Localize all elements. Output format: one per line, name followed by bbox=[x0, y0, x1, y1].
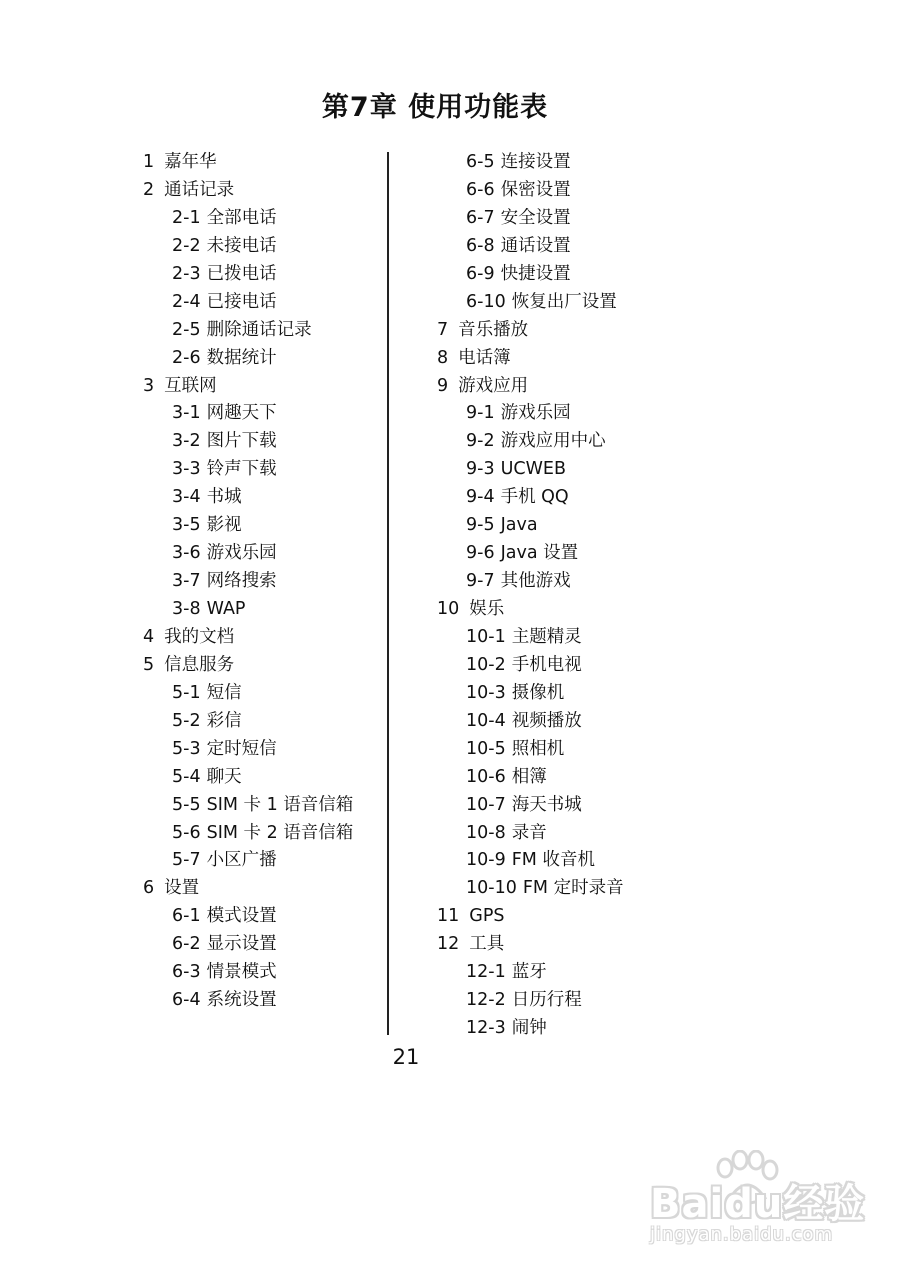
item-label: 其他游戏 bbox=[500, 571, 571, 592]
menu-item bbox=[437, 903, 697, 931]
item-number: 9-6 bbox=[466, 543, 495, 564]
submenu-item bbox=[143, 903, 378, 931]
item-number: 3-6 bbox=[172, 543, 201, 564]
item-number: 6-3 bbox=[172, 962, 201, 983]
submenu-item bbox=[437, 987, 697, 1015]
item-number: 10-7 bbox=[466, 794, 506, 815]
item-label: 娱乐 bbox=[469, 599, 505, 619]
submenu-item bbox=[437, 456, 697, 484]
item-label: 显示设置 bbox=[206, 934, 277, 955]
item-label: 设置 bbox=[164, 878, 200, 899]
item-label: 摄像机 bbox=[511, 682, 565, 703]
item-label: 相簿 bbox=[511, 766, 547, 787]
submenu-item bbox=[143, 820, 378, 848]
item-number: 10-3 bbox=[466, 682, 506, 703]
menu-column-right bbox=[437, 149, 697, 1043]
item-number: 5-6 bbox=[172, 822, 201, 843]
item-label: 数据统计 bbox=[206, 347, 277, 368]
submenu-item bbox=[143, 484, 378, 512]
item-label: 游戏乐园 bbox=[206, 543, 277, 564]
item-label: 游戏应用中心 bbox=[500, 431, 606, 452]
menu-item bbox=[143, 652, 378, 680]
column-divider bbox=[387, 152, 389, 1035]
item-label: 网趣天下 bbox=[206, 403, 277, 424]
item-number: 6-6 bbox=[466, 179, 495, 200]
item-label: 铃声下载 bbox=[206, 459, 277, 480]
submenu-item bbox=[143, 205, 378, 233]
item-label: 删除通话记录 bbox=[206, 319, 312, 340]
item-number: 10-1 bbox=[466, 626, 506, 647]
item-label: 手机电视 bbox=[511, 654, 582, 675]
item-number: 2-5 bbox=[172, 319, 201, 340]
item-number: 6 bbox=[143, 878, 155, 899]
item-number: 6-2 bbox=[172, 934, 201, 955]
menu-item bbox=[437, 345, 697, 373]
submenu-item bbox=[143, 345, 378, 373]
submenu-item bbox=[437, 540, 697, 568]
item-number: 10-8 bbox=[466, 822, 506, 843]
menu-item bbox=[437, 931, 697, 959]
item-label: 图片下载 bbox=[206, 431, 277, 452]
item-label: SIM 卡 1 语音信箱 bbox=[206, 794, 354, 815]
item-number: 12-3 bbox=[466, 1018, 506, 1039]
item-number: 5-1 bbox=[172, 682, 201, 703]
item-label: 小区广播 bbox=[206, 850, 277, 871]
item-number: 9 bbox=[437, 375, 449, 396]
item-label: 海天书城 bbox=[511, 794, 582, 815]
item-number: 9-4 bbox=[466, 487, 495, 508]
item-number: 11 bbox=[437, 906, 460, 927]
item-label: 蓝牙 bbox=[511, 962, 547, 983]
item-label: 连接设置 bbox=[500, 152, 571, 172]
submenu-item bbox=[437, 512, 697, 540]
item-label: 未接电话 bbox=[206, 235, 277, 256]
submenu-item bbox=[143, 987, 378, 1015]
submenu-item bbox=[437, 736, 697, 764]
submenu-item bbox=[143, 931, 378, 959]
item-number: 9-5 bbox=[466, 515, 495, 536]
item-label: 书城 bbox=[206, 487, 242, 508]
item-number: 6-4 bbox=[172, 990, 201, 1011]
item-number: 5-2 bbox=[172, 710, 201, 731]
item-number: 9-1 bbox=[466, 403, 495, 424]
submenu-item bbox=[437, 289, 697, 317]
watermark-brand: Baidu经验 bbox=[650, 1181, 866, 1227]
menu-item bbox=[143, 177, 378, 205]
item-number: 1 bbox=[143, 152, 155, 172]
item-number: 7 bbox=[437, 319, 449, 340]
item-label: 通话设置 bbox=[500, 235, 571, 256]
item-label: 系统设置 bbox=[206, 990, 277, 1011]
submenu-item bbox=[143, 428, 378, 456]
baidu-jingyan-watermark bbox=[630, 1150, 890, 1250]
item-label: 手机 QQ bbox=[500, 487, 569, 508]
item-number: 2-4 bbox=[172, 291, 201, 312]
item-label: 彩信 bbox=[206, 710, 242, 731]
submenu-item bbox=[437, 428, 697, 456]
item-label: WAP bbox=[206, 599, 246, 619]
item-number: 9-2 bbox=[466, 431, 495, 452]
submenu-item bbox=[143, 317, 378, 345]
item-label: 影视 bbox=[206, 515, 242, 536]
item-label: 网络搜索 bbox=[206, 571, 277, 592]
menu-column-left bbox=[143, 149, 378, 1015]
submenu-item bbox=[437, 233, 697, 261]
item-label: 快捷设置 bbox=[500, 263, 571, 284]
item-number: 6-10 bbox=[466, 291, 506, 312]
submenu-item bbox=[437, 959, 697, 987]
submenu-item bbox=[437, 708, 697, 736]
submenu-item bbox=[437, 1015, 697, 1043]
submenu-item bbox=[437, 875, 697, 903]
submenu-item bbox=[437, 400, 697, 428]
item-number: 6-7 bbox=[466, 207, 495, 228]
item-number: 2-2 bbox=[172, 235, 201, 256]
submenu-item bbox=[437, 847, 697, 875]
submenu-item bbox=[143, 261, 378, 289]
item-label: SIM 卡 2 语音信箱 bbox=[206, 822, 354, 843]
submenu-item bbox=[143, 540, 378, 568]
item-label: 闹钟 bbox=[511, 1018, 547, 1039]
item-label: 恢复出厂设置 bbox=[511, 291, 617, 312]
submenu-item bbox=[143, 400, 378, 428]
item-number: 6-1 bbox=[172, 906, 201, 927]
menu-item bbox=[143, 373, 378, 401]
submenu-item bbox=[143, 736, 378, 764]
submenu-item bbox=[437, 792, 697, 820]
submenu-item bbox=[437, 205, 697, 233]
item-label: 音乐播放 bbox=[458, 319, 529, 340]
item-label: 模式设置 bbox=[206, 906, 277, 927]
item-label: FM 定时录音 bbox=[522, 878, 624, 899]
submenu-item bbox=[143, 680, 378, 708]
item-number: 10-9 bbox=[466, 850, 506, 871]
item-number: 6-5 bbox=[466, 152, 495, 172]
item-number: 3-3 bbox=[172, 459, 201, 480]
submenu-item bbox=[143, 708, 378, 736]
menu-item bbox=[437, 373, 697, 401]
item-number: 6-8 bbox=[466, 235, 495, 256]
item-label: 游戏应用 bbox=[458, 375, 529, 396]
watermark-site: jingyan.baidu.com bbox=[650, 1224, 834, 1245]
menu-item bbox=[143, 624, 378, 652]
item-number: 10 bbox=[437, 599, 460, 619]
submenu-item bbox=[437, 652, 697, 680]
submenu-item bbox=[437, 624, 697, 652]
item-label: 全部电话 bbox=[206, 207, 277, 228]
item-label: 定时短信 bbox=[206, 738, 277, 759]
item-label: 录音 bbox=[511, 822, 547, 843]
item-label: Java 设置 bbox=[500, 543, 579, 564]
item-label: 聊天 bbox=[206, 766, 242, 787]
submenu-item bbox=[143, 847, 378, 875]
item-label: 通话记录 bbox=[164, 179, 235, 200]
item-number: 9-3 bbox=[466, 459, 495, 480]
item-number: 10-5 bbox=[466, 738, 506, 759]
submenu-item bbox=[437, 484, 697, 512]
item-number: 5-7 bbox=[172, 850, 201, 871]
item-number: 3 bbox=[143, 375, 155, 396]
item-number: 12-2 bbox=[466, 990, 506, 1011]
item-label: 日历行程 bbox=[511, 990, 582, 1011]
item-number: 2-6 bbox=[172, 347, 201, 368]
submenu-item bbox=[143, 233, 378, 261]
item-number: 12 bbox=[437, 934, 460, 955]
submenu-item bbox=[143, 764, 378, 792]
item-number: 5 bbox=[143, 654, 155, 675]
submenu-item bbox=[437, 764, 697, 792]
item-number: 5-4 bbox=[172, 766, 201, 787]
item-number: 5-5 bbox=[172, 794, 201, 815]
item-label: 视频播放 bbox=[511, 710, 582, 731]
item-label: GPS bbox=[469, 906, 505, 927]
item-label: FM 收音机 bbox=[511, 850, 595, 871]
menu-item bbox=[143, 875, 378, 903]
item-label: 已拨电话 bbox=[206, 263, 277, 284]
submenu-item bbox=[143, 959, 378, 987]
page-number: 21 bbox=[392, 1045, 420, 1069]
menu-item bbox=[143, 149, 378, 177]
submenu-item bbox=[143, 512, 378, 540]
submenu-item bbox=[143, 792, 378, 820]
item-label: 安全设置 bbox=[500, 207, 571, 228]
item-number: 9-7 bbox=[466, 571, 495, 592]
submenu-item bbox=[143, 289, 378, 317]
item-number: 2-3 bbox=[172, 263, 201, 284]
item-label: 照相机 bbox=[511, 738, 565, 759]
item-label: 保密设置 bbox=[500, 179, 571, 200]
menu-item bbox=[437, 317, 697, 345]
item-number: 4 bbox=[143, 626, 155, 647]
item-number: 3-1 bbox=[172, 403, 201, 424]
item-number: 3-2 bbox=[172, 431, 201, 452]
item-label: 嘉年华 bbox=[164, 152, 217, 172]
page-title: 第7章 使用功能表 bbox=[321, 92, 549, 123]
item-label: 游戏乐园 bbox=[500, 403, 571, 424]
submenu-item bbox=[437, 820, 697, 848]
item-number: 2-1 bbox=[172, 207, 201, 228]
item-number: 3-7 bbox=[172, 571, 201, 592]
submenu-item bbox=[143, 568, 378, 596]
item-number: 5-3 bbox=[172, 738, 201, 759]
item-number: 3-8 bbox=[172, 599, 201, 619]
item-number: 12-1 bbox=[466, 962, 506, 983]
item-label: 信息服务 bbox=[164, 654, 235, 675]
item-number: 10-10 bbox=[466, 878, 517, 899]
submenu-item bbox=[437, 568, 697, 596]
item-label: 互联网 bbox=[164, 375, 217, 396]
item-number: 10-2 bbox=[466, 654, 506, 675]
submenu-item bbox=[437, 261, 697, 289]
item-label: 工具 bbox=[469, 934, 505, 955]
item-label: 电话簿 bbox=[458, 347, 511, 368]
item-label: 短信 bbox=[206, 682, 242, 703]
submenu-item bbox=[143, 456, 378, 484]
submenu-item bbox=[437, 680, 697, 708]
item-label: 我的文档 bbox=[164, 626, 235, 647]
item-number: 8 bbox=[437, 347, 449, 368]
item-label: 已接电话 bbox=[206, 291, 277, 312]
menu-item bbox=[437, 596, 697, 624]
item-label: 情景模式 bbox=[206, 962, 277, 983]
item-number: 3-5 bbox=[172, 515, 201, 536]
item-label: UCWEB bbox=[500, 459, 566, 480]
submenu-item bbox=[437, 177, 697, 205]
item-label: 主题精灵 bbox=[511, 626, 582, 647]
item-number: 6-9 bbox=[466, 263, 495, 284]
submenu-item bbox=[143, 596, 378, 624]
item-number: 2 bbox=[143, 179, 155, 200]
item-number: 3-4 bbox=[172, 487, 201, 508]
item-number: 10-6 bbox=[466, 766, 506, 787]
item-number: 10-4 bbox=[466, 710, 506, 731]
item-label: Java bbox=[500, 515, 538, 536]
submenu-item bbox=[437, 149, 697, 177]
